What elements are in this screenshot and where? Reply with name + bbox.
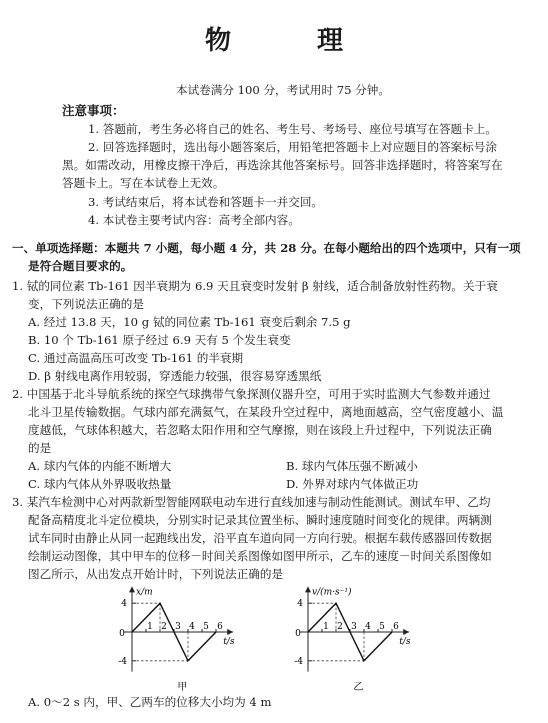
section-heading-cont: 是符合题目要求的。 — [28, 259, 133, 273]
figure-caption: 甲 — [177, 682, 188, 693]
question-stem: 配备高精度北斗定位模块，分别实时记录其位置坐标、瞬时速度随时间变化的规律。两辆测 — [28, 513, 492, 527]
option-a: A. 0～2 s 内，甲、乙两车的位移大小均为 4 m — [28, 695, 272, 709]
y-tick-label: 0 — [295, 629, 301, 639]
option-a: A. 经过 13.8 天，10 g 铽的同位素 Tb-161 衰变后剩余 7.5 g — [28, 315, 351, 329]
page-title: 物 理 — [204, 26, 373, 56]
option-b: B. 10 个 Tb-161 原子经过 6.9 天有 5 个发生衰变 — [28, 333, 291, 347]
section-heading: 一、单项选择题：本题共 7 小题，每小题 4 分，共 28 分。在每小题给出的四个选项中，只有一项 — [12, 241, 521, 255]
x-axis-arrow — [403, 629, 409, 635]
y-tick-label: 4 — [121, 599, 127, 610]
notes-heading: 注意事项： — [62, 103, 125, 118]
x-tick-label: 1 — [147, 622, 153, 632]
question-stem: 变，下列说法正确的是 — [28, 297, 144, 311]
question-stem: 的是 — [28, 441, 52, 455]
x-tick-label: 2 — [161, 622, 167, 632]
option-c: C. 球内气体从外界吸收热量 — [28, 477, 172, 491]
option-d: D. 外界对球内气体做正功 — [286, 477, 419, 491]
question-stem: 试车同时由静止从同一起跑线出发，沿平直车道向同一方向行驶。根据车载传感器回传数据 — [28, 531, 492, 545]
note-line: 3. 考试结束后，将本试卷和答题卡一并交回。 — [88, 195, 324, 209]
option-b: B. 球内气体压强不断减小 — [286, 459, 418, 473]
note-line: 4. 本试卷主要考试内容：高考全部内容。 — [88, 213, 300, 227]
x-tick-label: 3 — [175, 622, 181, 632]
y-axis-arrow — [129, 586, 135, 592]
note-line: 1. 答题前，考生务必将自己的姓名、考生号、考场号、座位号填写在答题卡上。 — [88, 122, 497, 136]
x-tick-label: 6 — [217, 622, 223, 632]
y-tick-label: -4 — [118, 656, 127, 667]
question-stem: 度越低，气球体积越大，若忽略太阳作用和空气摩擦，则在该段上升过程中，下列说法正确 — [28, 423, 492, 437]
y-tick-label: -4 — [294, 656, 303, 667]
x-tick-label: 3 — [351, 622, 357, 632]
x-tick-label: 5 — [379, 622, 385, 632]
x-tick-label: 2 — [337, 622, 343, 632]
displacement-time-graph — [92, 576, 282, 694]
question-stem: 绘制运动图像，其中甲车的位移－时间关系图像如图甲所示，乙车的速度－时间关系图像如 — [28, 549, 492, 563]
x-axis-label: t/s — [399, 637, 411, 647]
option-c: C. 通过高温高压可改变 Tb-161 的半衰期 — [28, 351, 244, 365]
x-tick-label: 4 — [365, 622, 371, 632]
question-stem: 2. 中国基于北斗导航系统的探空气球携带气象探测仪器升空，可用于实时监测大气参数并通过 — [12, 387, 491, 401]
x-tick-label: 6 — [393, 622, 399, 632]
question-stem: 图乙所示，从出发点开始计时，下列说法正确的是 — [28, 567, 284, 581]
x-tick-label: 4 — [189, 622, 195, 632]
option-a: A. 球内气体的内能不断增大 — [28, 459, 172, 473]
y-axis-label: v/(m·s⁻¹) — [312, 587, 352, 598]
note-line: 黑。如需改动，用橡皮擦干净后，再选涂其他答案标号。回答非选择题时，将答案写在 — [62, 158, 503, 172]
note-line: 答题卡上。写在本试卷上无效。 — [62, 176, 225, 190]
note-line: 2. 回答选择题时，选出每小题答案后，用铅笔把答题卡上对应题目的答案标号涂 — [88, 140, 497, 154]
y-tick-label: 0 — [119, 629, 125, 639]
question-stem: 1. 铽的同位素 Tb-161 因半衰期为 6.9 天且衰变时发射 β 射线，适合制备放射性药物。关于衰 — [12, 279, 498, 293]
figure-caption: 乙 — [353, 682, 364, 693]
x-tick-label: 1 — [323, 622, 329, 632]
y-axis-label: x/m — [136, 587, 153, 598]
y-axis-arrow — [305, 586, 311, 592]
x-tick-label: 5 — [203, 622, 209, 632]
exam-info: 本试卷满分 100 分，考试用时 75 分钟。 — [176, 83, 390, 97]
x-axis-arrow — [227, 629, 233, 635]
question-stem: 北斗卫星传输数据。气球内部充满氦气，在某段升空过程中，离地面越高，空气密度越小、温 — [28, 405, 504, 419]
velocity-time-graph — [268, 576, 458, 694]
y-tick-label: 4 — [297, 599, 303, 610]
option-d: D. β 射线电离作用较弱，穿透能力较强，很容易穿透黑纸 — [28, 369, 322, 383]
x-axis-label: t/s — [223, 637, 235, 647]
question-stem: 3. 某汽车检测中心对两款新型智能网联电动车进行直线加速与制动性能测试。测试车甲、乙均 — [12, 495, 491, 509]
